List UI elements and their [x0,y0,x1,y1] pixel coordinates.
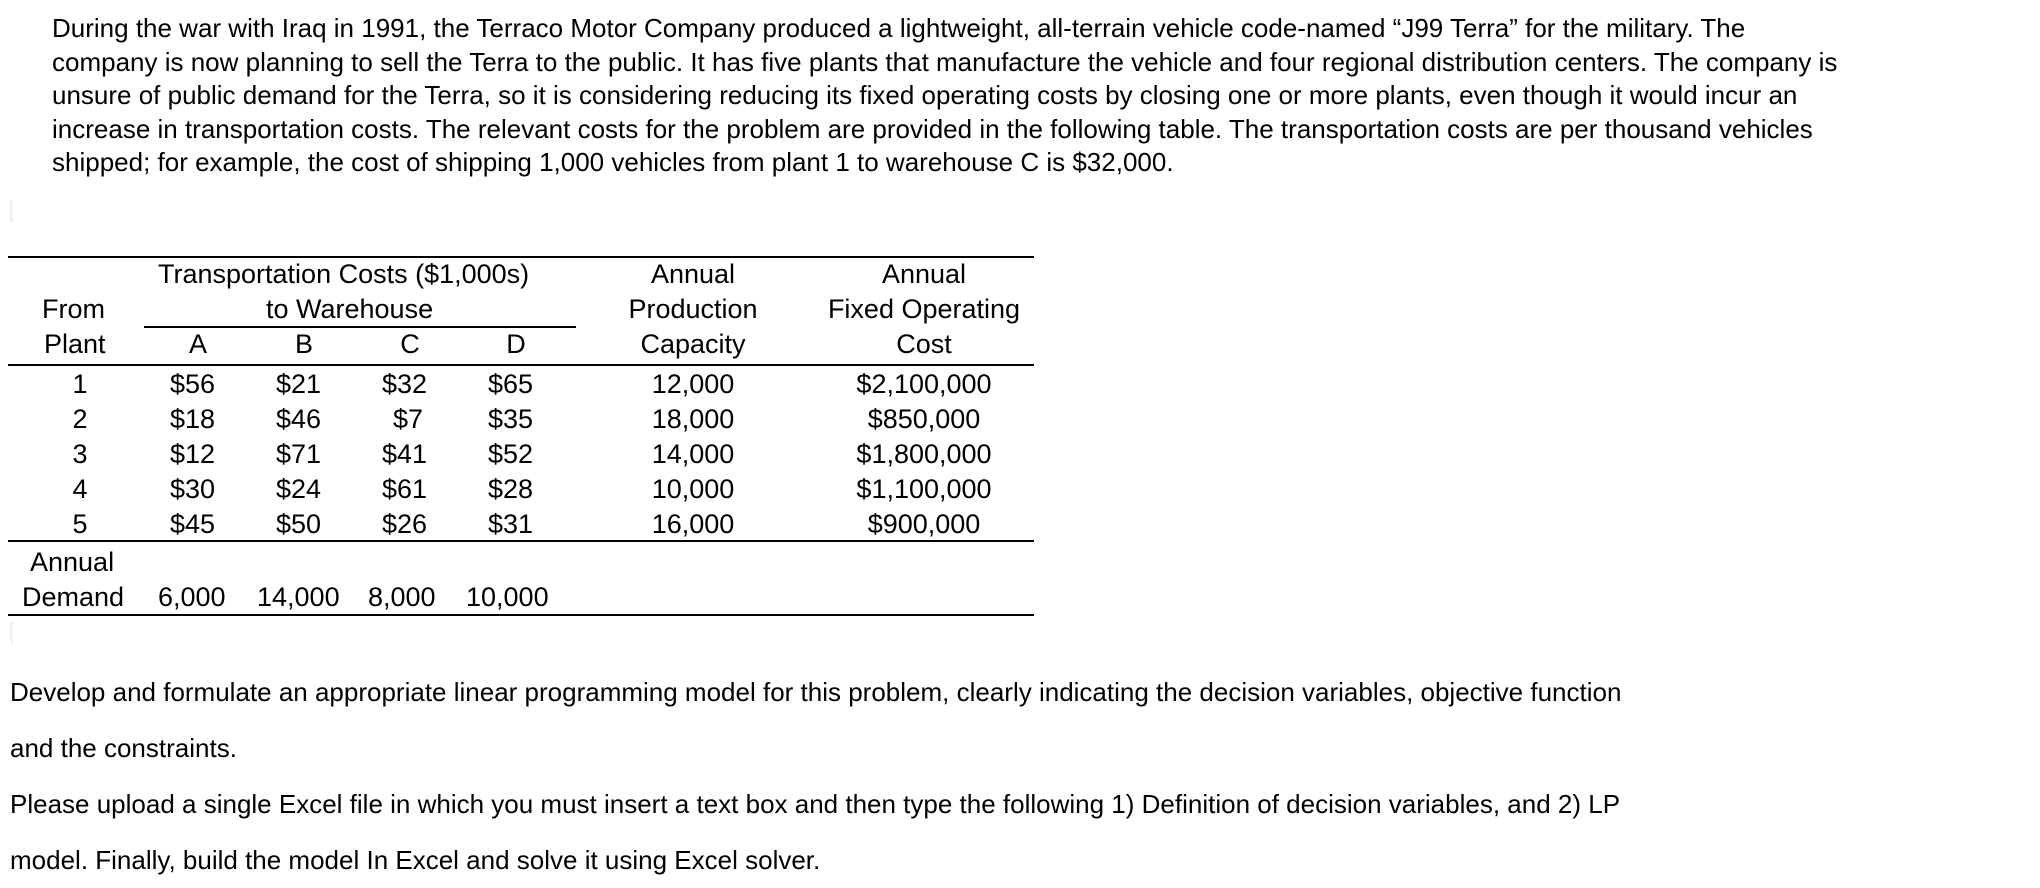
cost-table [8,256,1034,616]
cost-cell: $18 [170,404,216,434]
intro-line: shipped; for example, the cost of shipping 1,000 vehicles from plant 1 to warehouse C is $32,000. [52,147,1174,177]
instruction-line: model. Finally, build the model In Excel and solve it using Excel solver. [10,845,821,875]
from-header-line1: From [42,294,105,324]
plant-number: 4 [72,474,88,504]
plant-number: 2 [72,404,88,434]
cost-cell: $50 [276,509,322,539]
faint-divider-mark [10,622,13,644]
fixed-cost-cell: $2,100,000 [856,369,992,399]
cost-cell: $32 [382,369,428,399]
warehouse-c-header: C [400,329,420,359]
capacity-cell: 12,000 [651,369,735,399]
cost-cell: $61 [382,474,428,504]
capacity-cell: 18,000 [651,404,735,434]
fixed-cost-cell: $900,000 [867,509,981,539]
demand-value: 14,000 [257,582,340,612]
cost-cell: $26 [382,509,428,539]
demand-value: 6,000 [158,582,226,612]
instruction-line: and the constraints. [10,733,237,763]
fixed-cost-header-line2: Fixed Operating [827,294,1021,324]
problem-instructions [10,664,1990,888]
cost-cell: $28 [488,474,534,504]
cost-cell: $65 [488,369,534,399]
cost-cell: $56 [170,369,216,399]
capacity-cell: 10,000 [651,474,735,504]
demand-value: 8,000 [368,582,436,612]
problem-intro [52,12,2032,180]
plant-number: 3 [72,439,88,469]
cost-cell: $7 [393,404,424,434]
plant-number: 5 [72,509,88,539]
cost-cell: $24 [276,474,322,504]
transport-header-line1: Transportation Costs ($1,000s) [158,259,530,289]
capacity-header-line2: Production [628,294,758,324]
capacity-cell: 16,000 [651,509,735,539]
faint-divider-mark [10,200,13,222]
cost-cell: $35 [488,404,534,434]
cost-cell: $45 [170,509,216,539]
fixed-cost-header-line3: Cost [896,329,952,359]
intro-line: increase in transportation costs. The relevant costs for the problem are provided in the following table. The transportation costs are per thousand vehicles [52,113,1813,144]
cost-cell: $30 [170,474,216,504]
warehouse-d-header: D [506,329,526,359]
cost-cell: $41 [382,439,428,469]
cost-cell: $12 [170,439,216,469]
cost-cell: $71 [276,439,322,469]
cost-cell: $52 [488,439,534,469]
header-bottom-rule [8,364,1034,366]
cost-cell: $46 [276,404,322,434]
table-bottom-rule [8,614,1034,616]
capacity-header-line3: Capacity [640,329,746,359]
intro-line: During the war with Iraq in 1991, the Terraco Motor Company produced a lightweight, all-terrain vehicle code-named “J99 Terra” for the military. The [52,13,1746,43]
fixed-cost-header-line1: Annual [881,259,967,289]
intro-line: unsure of public demand for the Terra, so it is considering reducing its fixed operating costs by closing one or more plants, even though it would incur an [52,80,1798,110]
demand-value: 10,000 [466,582,549,612]
fixed-cost-cell: $1,100,000 [856,474,992,504]
intro-line: company is now planning to sell the Terra to the public. It has five plants that manufacture the vehicle and four regional distribution centers. The company is [52,46,1838,77]
capacity-cell: 14,000 [651,439,735,469]
warehouse-b-header: B [294,329,313,359]
cost-cell: $31 [488,509,534,539]
warehouse-a-header: A [188,329,207,359]
instruction-line: Develop and formulate an appropriate linear programming model for this problem, clearly indicating the decision variables, objective function [10,677,1622,707]
cost-cell: $21 [276,369,322,399]
transport-header-line2: to Warehouse [266,294,434,324]
capacity-header-line1: Annual [650,259,736,289]
demand-label-line1: Annual [30,547,115,577]
instruction-line: Please upload a single Excel file in which you must insert a text box and then type the following 1) Definition of decision variables, and 2) LP [10,789,1621,819]
fixed-cost-cell: $850,000 [867,404,981,434]
plant-number: 1 [72,369,88,399]
demand-label-line2: Demand [22,582,125,612]
fixed-cost-cell: $1,800,000 [856,439,992,469]
body-bottom-rule [8,540,1034,542]
from-header-line2: Plant [44,329,106,359]
